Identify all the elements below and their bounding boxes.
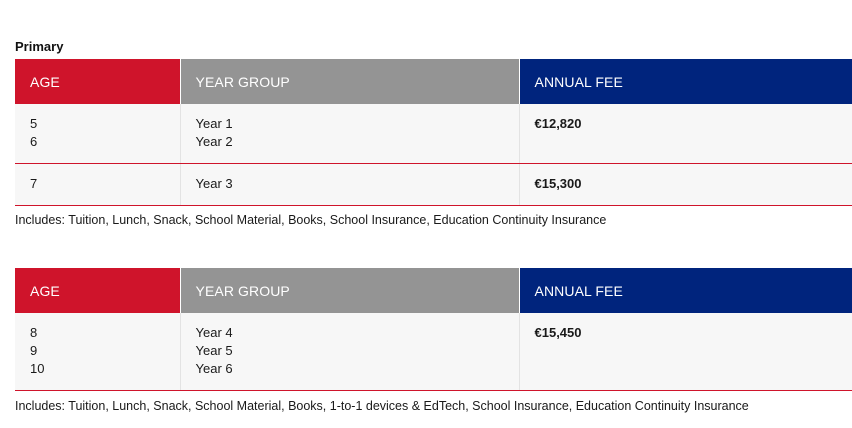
table-row: [15, 104, 852, 164]
age-header: AGE: [15, 268, 180, 313]
primary-fee-table-1: [15, 59, 852, 206]
age-value: 10: [30, 361, 45, 376]
section-title: Primary: [15, 39, 64, 54]
year-value: Year 2: [195, 134, 233, 149]
age-value: 6: [30, 134, 38, 149]
year-value: Year 5: [195, 343, 233, 358]
age-cell: [15, 164, 180, 206]
annual-fee-cell: €12,820: [519, 104, 852, 164]
year-group-cell: [180, 164, 519, 206]
annual-fee-header: ANNUAL FEE: [519, 59, 852, 104]
table-row: [15, 313, 852, 391]
year-value: Year 4: [195, 325, 233, 340]
primary-fee-table-2: [15, 268, 852, 391]
age-value: 8: [30, 325, 38, 340]
year-group-header: YEAR GROUP: [180, 59, 519, 104]
age-value: 7: [30, 176, 38, 191]
age-cell: [15, 104, 180, 164]
includes-note: Includes: Tuition, Lunch, Snack, School Material, Books, School Insurance, Education Continuity Insurance: [15, 213, 607, 227]
year-value: Year 6: [195, 361, 233, 376]
table-row: [15, 164, 852, 206]
year-group-header: YEAR GROUP: [180, 268, 519, 313]
year-group-cell: [180, 104, 519, 164]
annual-fee-header: ANNUAL FEE: [519, 268, 852, 313]
year-group-cell: [180, 313, 519, 391]
year-value: Year 3: [195, 176, 233, 191]
includes-note: Includes: Tuition, Lunch, Snack, School Material, Books, 1-to-1 devices & EdTech, School Insurance, Education Continuity Insurance: [15, 399, 749, 413]
annual-fee-cell: €15,300: [519, 164, 852, 206]
table-header-row: [15, 268, 852, 313]
table-header-row: [15, 59, 852, 104]
age-value: 9: [30, 343, 38, 358]
year-value: Year 1: [195, 116, 233, 131]
age-header: AGE: [15, 59, 180, 104]
annual-fee-cell: €15,450: [519, 313, 852, 391]
age-value: 5: [30, 116, 38, 131]
age-cell: [15, 313, 180, 391]
